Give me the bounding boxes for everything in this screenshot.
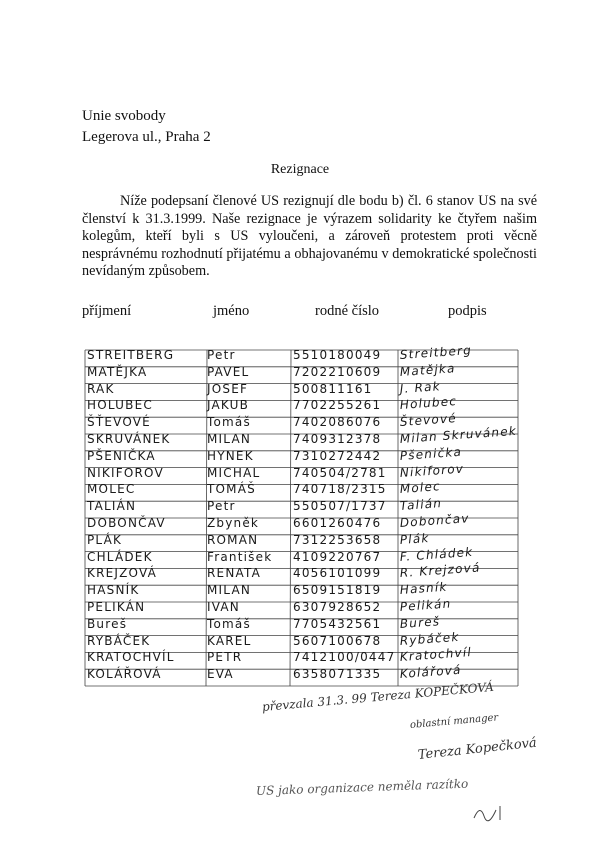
signature-cell: Milan Skruvánek bbox=[399, 423, 518, 446]
first-name-cell: EVA bbox=[207, 667, 234, 682]
surname-cell: DOBONČAV bbox=[87, 516, 166, 530]
surname-cell: TALIÁN bbox=[87, 499, 137, 514]
birth-number-cell: 7412100/0447 bbox=[293, 650, 396, 665]
birth-number-cell: 5607100678 bbox=[293, 633, 382, 648]
document-title: Rezignace bbox=[270, 162, 330, 177]
birth-number-cell: 5510180049 bbox=[293, 348, 382, 362]
birth-number-cell: 7409312378 bbox=[293, 432, 382, 446]
first-name-cell: RENATA bbox=[207, 566, 261, 581]
signature-cell: J. Rak bbox=[399, 378, 442, 396]
surname-cell: RAK bbox=[87, 381, 115, 396]
signature-cell: Plák bbox=[399, 530, 430, 547]
first-name-cell: JOSEF bbox=[207, 381, 249, 396]
first-name-cell: PETR bbox=[207, 650, 243, 665]
first-name-cell: Tomáš bbox=[207, 616, 251, 631]
first-name-cell: PAVEL bbox=[207, 364, 250, 379]
signature-cell: R. Krejzová bbox=[399, 560, 481, 581]
birth-number-cell: 500811161 bbox=[293, 381, 373, 396]
surname-cell: PŠENIČKA bbox=[87, 448, 156, 463]
column-header-surname: příjmení bbox=[82, 303, 132, 319]
surname-cell: HASNÍK bbox=[87, 583, 140, 598]
signature-cell: Streitberg bbox=[399, 342, 473, 362]
surname-cell: STREITBERG bbox=[87, 348, 175, 362]
signature-cell: F. Chládek bbox=[399, 544, 474, 564]
surname-cell: KREJZOVÁ bbox=[87, 566, 158, 581]
signature-cell: Kolářová bbox=[399, 662, 463, 682]
birth-number-cell: 6509151819 bbox=[293, 583, 382, 598]
surname-cell: MOLEC bbox=[87, 482, 136, 497]
organization-name: Unie svobody bbox=[82, 108, 166, 124]
first-name-cell: HYNEK bbox=[207, 448, 254, 463]
first-name-cell: Tomáš bbox=[207, 415, 251, 430]
surname-cell: NIKIFOROV bbox=[87, 465, 164, 480]
birth-number-cell: 4109220767 bbox=[293, 549, 382, 564]
first-name-cell: TOMÁŠ bbox=[207, 482, 256, 497]
surname-cell: CHLÁDEK bbox=[87, 549, 153, 564]
surname-cell: ŠŤEVOVÉ bbox=[87, 415, 151, 430]
birth-number-cell: 7310272442 bbox=[293, 448, 382, 463]
first-name-cell: Zbyněk bbox=[207, 516, 260, 530]
signature-cell: Dobončav bbox=[399, 511, 470, 530]
no-stamp-note: US jako organizace neměla razítko bbox=[255, 776, 469, 798]
first-name-cell: MICHAL bbox=[207, 465, 261, 480]
first-name-cell: KAREL bbox=[207, 633, 252, 648]
birth-number-cell: 6601260476 bbox=[293, 516, 382, 530]
birth-number-cell: 6358071335 bbox=[293, 667, 382, 682]
received-note-role: oblastní manager bbox=[409, 712, 499, 731]
signature-table bbox=[85, 342, 518, 686]
surname-cell: Bureš bbox=[87, 616, 128, 631]
first-name-cell: Petr bbox=[207, 348, 236, 362]
signature-cell: Talián bbox=[399, 496, 443, 514]
received-note: převzala 31.3. 99 Tereza KOPEČKOVÁ bbox=[261, 679, 495, 714]
first-name-cell: IVAN bbox=[207, 600, 240, 614]
signature-cell: Hasník bbox=[399, 579, 448, 598]
signature-cell: Pšenička bbox=[399, 444, 463, 463]
column-header-signature: podpis bbox=[448, 303, 487, 319]
signature-cell: Nikiforov bbox=[399, 461, 465, 480]
first-name-cell: František bbox=[207, 549, 273, 564]
surname-cell: MATĚJKA bbox=[87, 364, 148, 379]
signature-cell: Rybáček bbox=[399, 629, 460, 648]
birth-number-cell: 550507/1737 bbox=[293, 499, 387, 514]
first-name-cell: JAKUB bbox=[207, 398, 250, 413]
surname-cell: PLÁK bbox=[87, 532, 123, 547]
signature-cell: Holubec bbox=[399, 394, 458, 413]
birth-number-cell: 7202210609 bbox=[293, 364, 382, 379]
surname-cell: RYBÁČEK bbox=[87, 633, 151, 648]
signature-cell: Molec bbox=[399, 479, 442, 497]
surname-cell: KRATOCHVÍL bbox=[87, 650, 175, 665]
birth-number-cell: 7312253658 bbox=[293, 532, 382, 547]
column-header-birth-number: rodné číslo bbox=[315, 303, 380, 319]
organization-address: Legerova ul., Praha 2 bbox=[82, 129, 211, 145]
first-name-cell: MILAN bbox=[207, 432, 252, 446]
birth-number-cell: 7702255261 bbox=[293, 398, 382, 413]
birth-number-cell: 6307928652 bbox=[293, 600, 382, 614]
signature-cell: Pelikán bbox=[399, 596, 452, 614]
receiver-signature: Tereza Kopečková bbox=[417, 735, 538, 763]
first-name-cell: Petr bbox=[207, 499, 236, 514]
surname-cell: SKRUVÁNEK bbox=[87, 432, 171, 446]
surname-cell: HOLUBEC bbox=[87, 398, 153, 413]
surname-cell: PELIKÁN bbox=[87, 600, 146, 614]
birth-number-cell: 740504/2781 bbox=[293, 465, 387, 480]
first-name-cell: ROMAN bbox=[207, 532, 259, 547]
birth-number-cell: 740718/2315 bbox=[293, 482, 387, 497]
surname-cell: KOLÁŘOVÁ bbox=[87, 667, 162, 682]
initials-mark bbox=[470, 800, 510, 824]
signature-cell: Števové bbox=[399, 411, 458, 430]
first-name-cell: MILAN bbox=[207, 583, 252, 598]
birth-number-cell: 7705432561 bbox=[293, 616, 382, 631]
birth-number-cell: 7402086076 bbox=[293, 415, 382, 430]
birth-number-cell: 4056101099 bbox=[293, 566, 382, 581]
column-header-name: jméno bbox=[213, 303, 250, 319]
signature-cell: Bureš bbox=[399, 614, 441, 631]
body-paragraph: Níže podepsaní členové US rezignují dle bodu b) čl. 6 stanov US na své členství k 31.3.1999. Naše rezignace je výrazem solidarity ke čtyřem našim kolegům, kteří byli s US vyloučeni, a zároveň protestem proti věcně nesprávnému rozhodnutí přijatému a obhajovanému v demokratické společnosti nevídaným způsobem. bbox=[82, 193, 537, 279]
signature-cell: Matějka bbox=[399, 360, 457, 379]
signature-cell: Kratochvíl bbox=[399, 645, 473, 665]
